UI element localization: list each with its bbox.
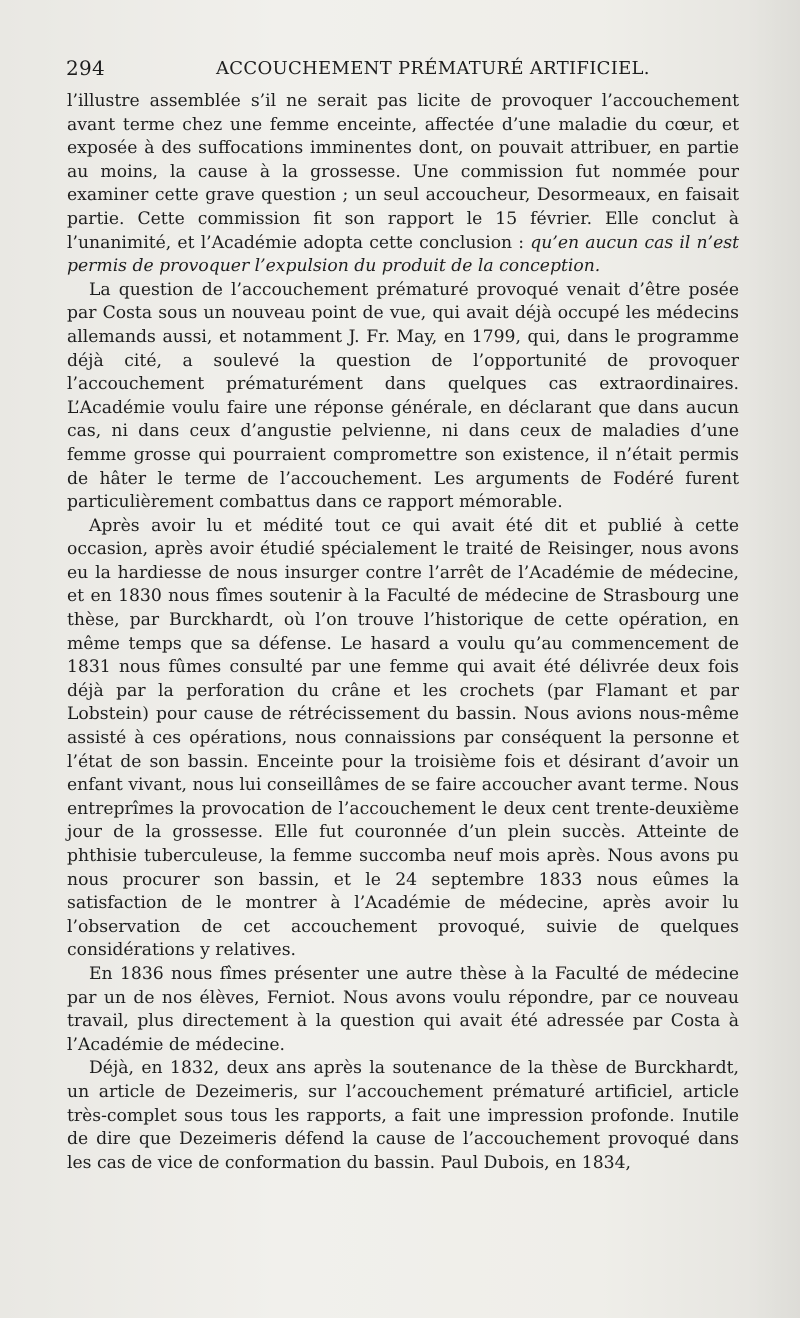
- academy-conclusion-italic: qu’en aucun cas il n’est permis de provoquer l’expulsion du produit de la conception.: [67, 232, 739, 277]
- page-header: [66, 52, 738, 84]
- paragraph-1-text: l’illustre assemblée s’il ne serait pas licite de provoquer l’accouchement avant terme chez une femme enceinte, affectée d’une maladie du cœur, et exposée à des suffocations imminentes dont, on pouvait attribuer, en partie au moins, la cause à la grossesse. Une commission fut nommée pour examiner cette grave question ; un seul accoucheur, Desormeaux, en faisait partie. Cette commission fit son rapport le 15 février. Elle conclut à l’unanimité, et l’Académie adopta cette conclusion :: [67, 91, 739, 253]
- paragraph-4: En 1836 nous fîmes présenter une autre thèse à la Faculté de médecine par un de nos élèves, Ferniot. Nous avons voulu répondre, par ce nouveau travail, plus directement à la question qui avait été adressée par Costa à l’Académie de médecine.: [67, 963, 739, 1055]
- paragraph-1: [67, 90, 739, 279]
- page-edge-shading: [746, 0, 800, 1318]
- page-body: [67, 90, 739, 1175]
- paragraph-3: Après avoir lu et médité tout ce qui avait été dit et publié à cette occasion, après avoir étudié spécialement le traité de Reisinger, nous avons eu la hardiesse de nous insurger contre l’arrêt de l’Académie de médecine, et en 1830 nous fîmes soutenir à la Faculté de médecine de Strasbourg une thèse, par Burckhardt, où l’on trouve l’historique de cette opération, en même temps que sa défense. Le hasard a voulu qu’au commencement de 1831 nous fûmes consulté par une femme qui avait été délivrée deux fois déjà par la perforation du crâne et les crochets (par Flamant et par Lobstein) pour cause de rétrécissement du bassin. Nous avions nous-même assisté à ces opérations, nous connaissions par conséquent la personne et l’état de son bassin. Enceinte pour la troisième fois et désirant d’avoir un enfant vivant, nous lui conseillâmes de se faire accoucher avant terme. Nous entreprîmes la provocation de l’accouchement le deux cent trente-deuxième jour de la grossesse. Elle fut couronnée d’un plein succès. Atteinte de phthisie tuberculeuse, la femme succomba neuf mois après. Nous avons pu nous procurer son bassin, et le 24 septembre 1833 nous eûmes la satisfaction de le montrer à l’Académie de médecine, après avoir lu l’observation de cet accouchement provoqué, suivie de quelques considérations y relatives.: [67, 515, 739, 961]
- running-title: ACCOUCHEMENT PRÉMATURÉ ARTIFICIEL.: [216, 57, 650, 79]
- page-number: 294: [66, 56, 106, 80]
- paragraph-5: Déjà, en 1832, deux ans après la soutenance de la thèse de Burckhardt, un article de Dezeimeris, sur l’accouchement prématuré artificiel, article très-complet sous tous les rapports, a fait une impression profonde. Inutile de dire que Dezeimeris défend la cause de l’accouchement provoqué dans les cas de vice de conformation du bassin. Paul Dubois, en 1834,: [67, 1058, 739, 1173]
- paragraph-2: La question de l’accouchement prématuré provoqué venait d’être posée par Costa sous un nouveau point de vue, qui avait déjà occupé les médecins allemands aussi, et notamment J. Fr. May, en 1799, qui, dans le programme déjà cité, a soulevé la question de l’opportunité de provoquer l’accouchement prématurément dans quelques cas extraordinaires. L’Académie voulu faire une réponse générale, en déclarant que dans aucun cas, ni dans ceux d’angustie pelvienne, ni dans ceux de maladies d’une femme grosse qui pourraient compromettre son existence, il n’était permis de hâter le terme de l’accouchement. Les arguments de Fodéré furent particulièrement combattus dans ce rapport mémorable.: [67, 279, 739, 513]
